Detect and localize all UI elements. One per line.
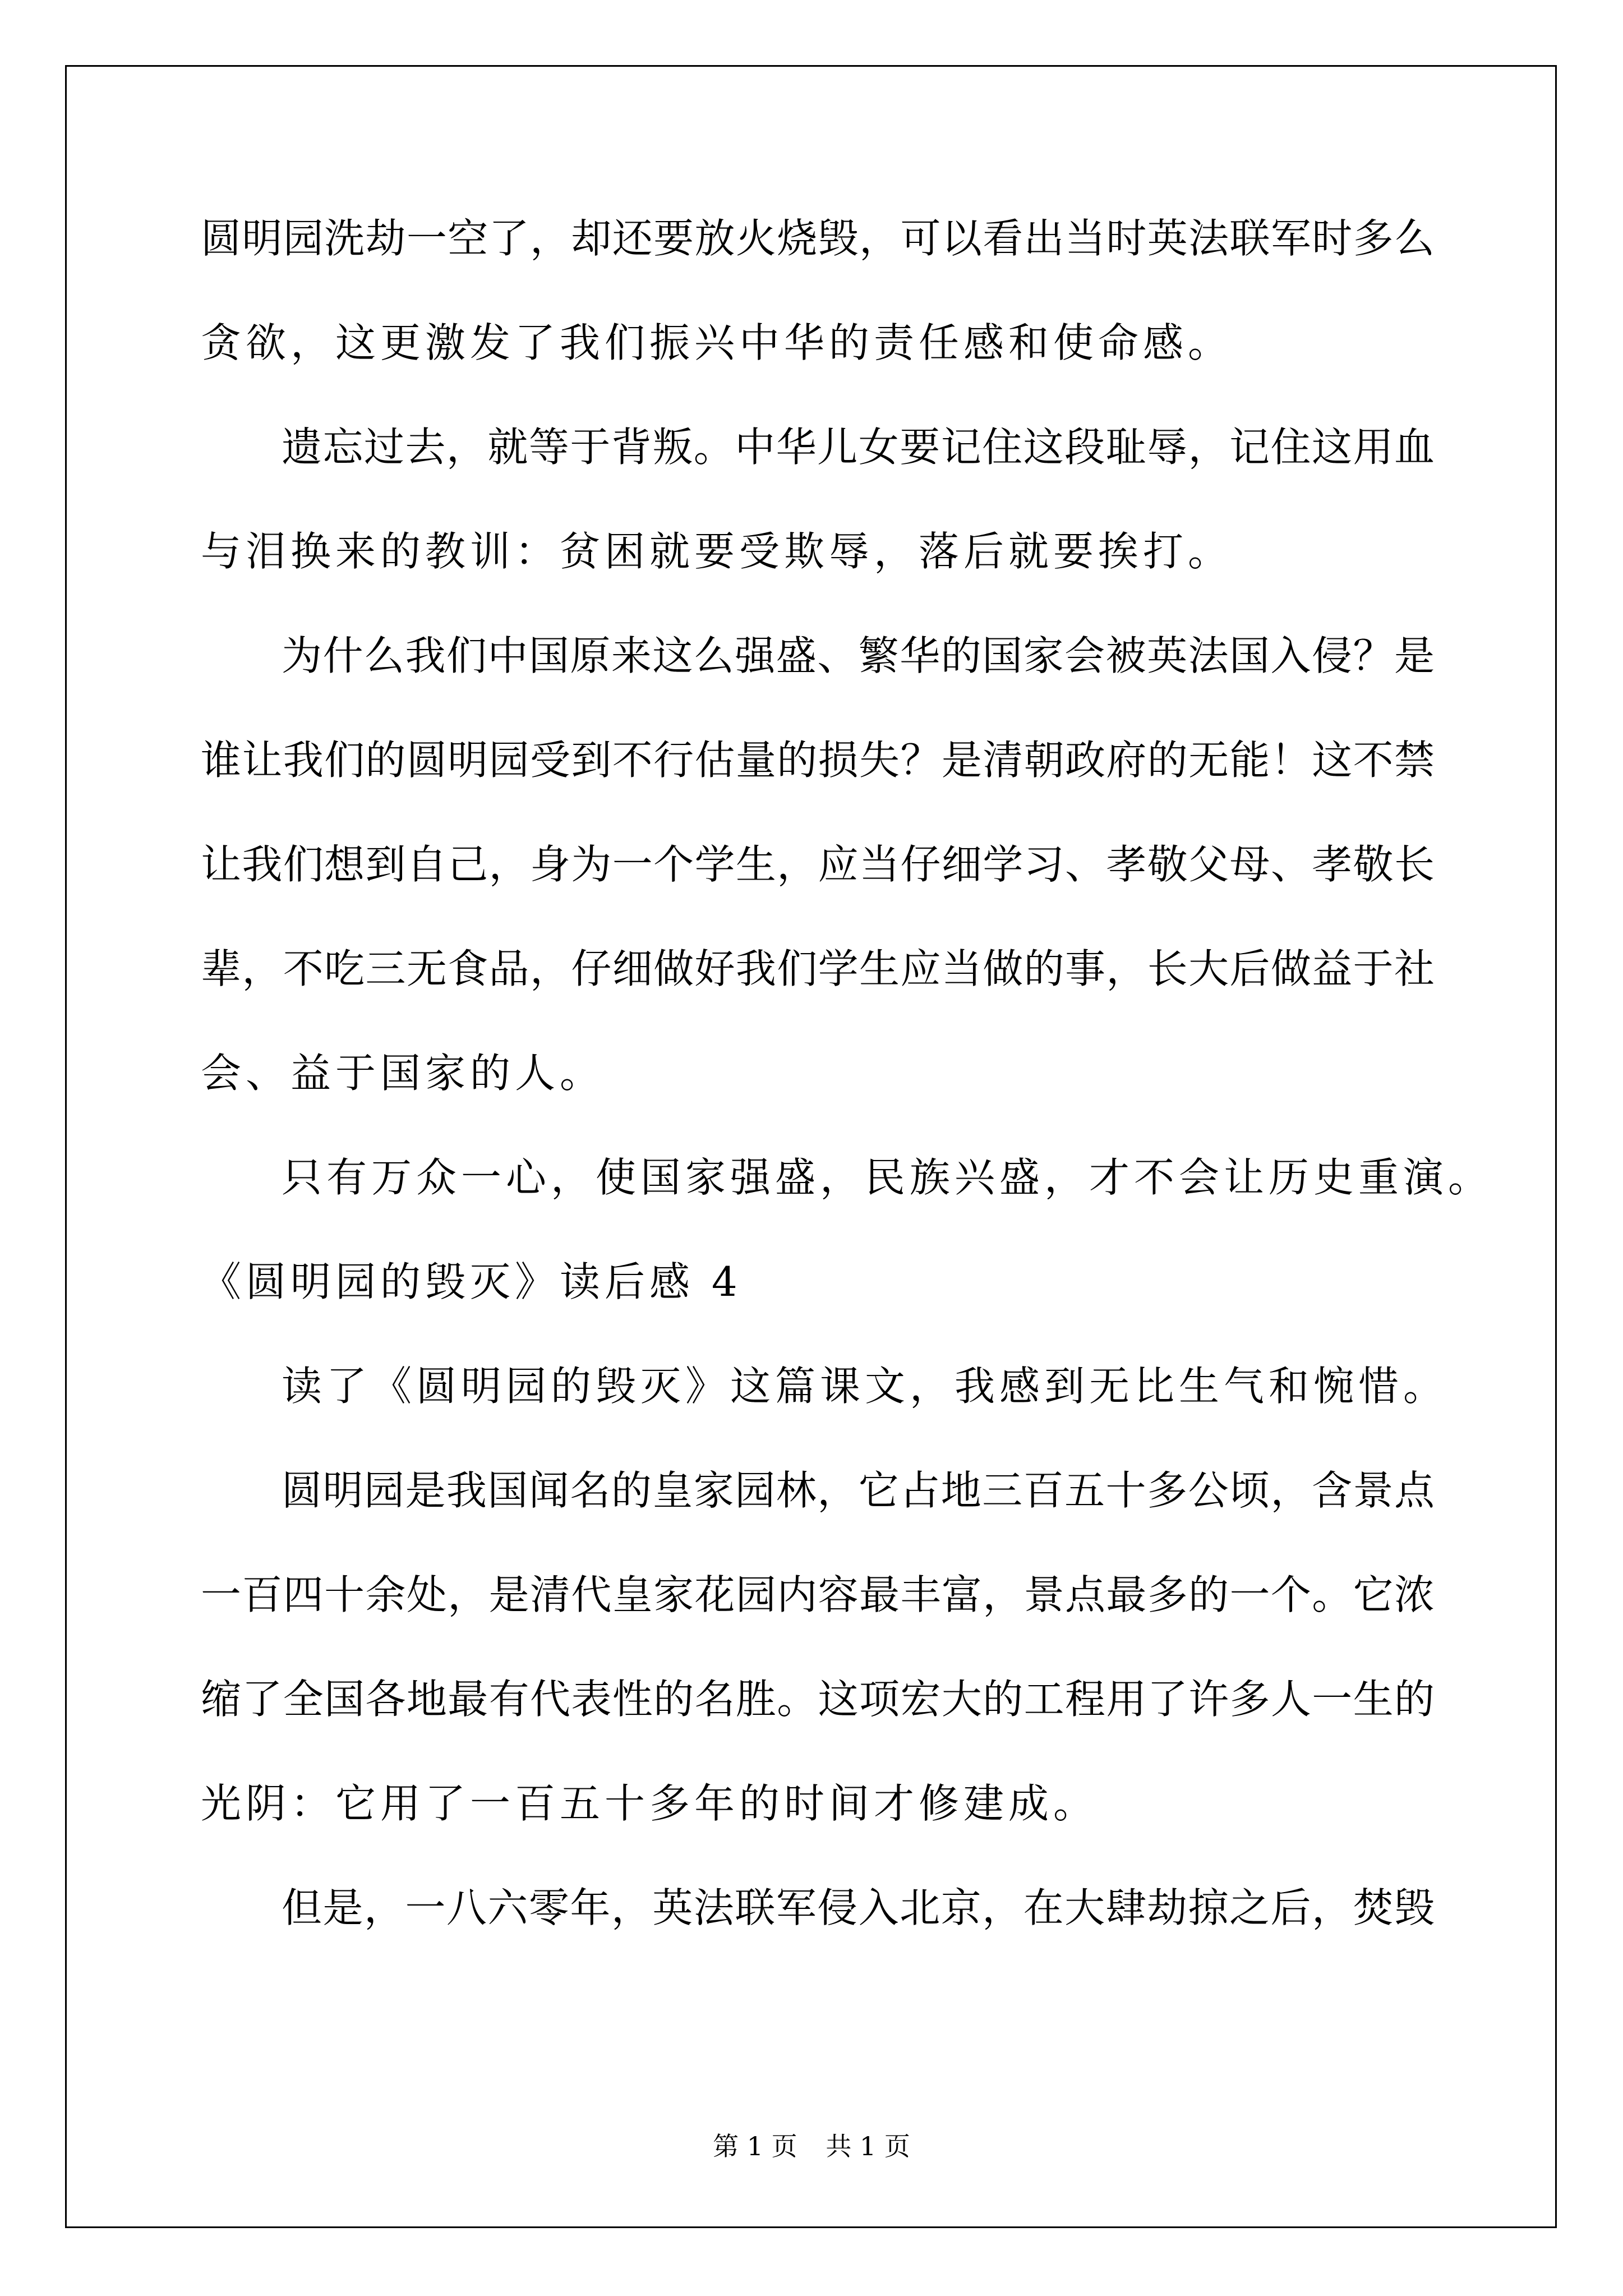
text-line: 遗忘过去，就等于背叛。中华儿女要记住这段耻辱，记住这用血 (282, 424, 1435, 471)
text-line: 辈，不吃三无食品，仔细做好我们学生应当做的事，长大后做益于社 (201, 945, 1435, 992)
text-line: 会、益于国家的人。 (201, 1050, 605, 1097)
text-line: 贪欲，这更激发了我们振兴中华的责任感和使命感。 (201, 319, 1233, 366)
text-line: 与泪换来的教训：贫困就要受欺辱，落后就要挨打。 (201, 528, 1233, 575)
text-line: 谁让我们的圆明园受到不行估量的损失？是清朝政府的无能！这不禁 (201, 737, 1435, 784)
text-line: 圆明园洗劫一空了，却还要放火烧毁，可以看出当时英法联军时多么 (201, 215, 1435, 262)
text-line: 为什么我们中国原来这么强盛、繁华的国家会被英法国入侵？是 (282, 632, 1435, 679)
text-line: 缩了全国各地最有代表性的名胜。这项宏大的工程用了许多人一生的 (201, 1676, 1435, 1723)
page-footer (0, 2129, 1623, 2163)
text-line: 圆明园是我国闻名的皇家园林，它占地三百五十多公顷，含景点 (282, 1467, 1435, 1514)
page-number-total: 共 1 页 (826, 2131, 910, 2161)
page-number-current: 第 1 页 (713, 2131, 797, 2161)
text-line: 只有万众一心，使国家强盛，民族兴盛，才不会让历史重演。 (282, 1154, 1493, 1201)
text-line: 读了《圆明园的毁灭》这篇课文，我感到无比生气和惋惜。 (282, 1363, 1449, 1410)
text-line: 让我们想到自己，身为一个学生，应当仔细学习、孝敬父母、孝敬长 (201, 841, 1435, 888)
text-line: 光阴：它用了一百五十多年的时间才修建成。 (201, 1780, 1099, 1827)
section-heading: 《圆明园的毁灭》读后感 4 (201, 1258, 742, 1305)
text-line: 一百四十余处，是清代皇家花园内容最丰富，景点最多的一个。它浓 (201, 1571, 1435, 1618)
text-line: 但是，一八六零年，英法联军侵入北京，在大肆劫掠之后，焚毁 (282, 1884, 1435, 1931)
